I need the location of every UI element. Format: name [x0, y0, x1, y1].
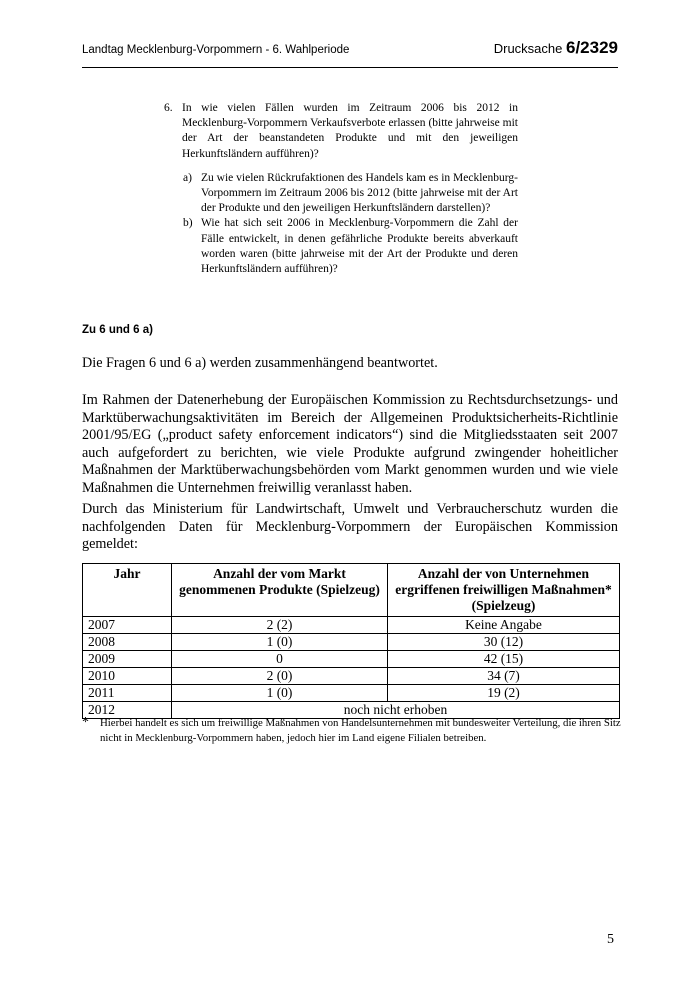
page-number: 5: [607, 932, 614, 947]
table-row: [83, 617, 620, 634]
cell-year: 2009: [83, 651, 172, 668]
table-row: [83, 685, 620, 702]
footnote-marker: *: [82, 715, 89, 730]
cell-year: 2011: [83, 685, 172, 702]
question-number: 6.: [164, 102, 173, 114]
header-removed-products: Anzahl der vom Markt genommenen Produkte (Spielzeug): [172, 564, 388, 617]
document-header-title: Landtag Mecklenburg-Vorpommern - 6. Wahlperiode: [82, 44, 350, 56]
answer-heading: Zu 6 und 6 a): [82, 324, 153, 336]
document-print-number: [494, 38, 618, 58]
cell-voluntary: Keine Angabe: [388, 617, 620, 634]
print-label: Drucksache: [493, 41, 563, 56]
sub-question-text: Wie hat sich seit 2006 in Mecklenburg-Vorpommern die Zahl der Fälle entwickelt, in denen gefährliche Produkte bereits abverkauft worden waren (bitte jahrweise mit der Art der Produkte und deren Herkunftsländern aufführen)?: [201, 217, 518, 276]
answer-paragraph-2: Im Rahmen der Datenerhebung der Europäischen Kommission zu Rechtsdurchsetzungs- und Marktüberwachungsaktivitäten im Bereich der Allgemeinen Produktsicherheits-Richtlinie 2001/95/EG („product safety enforcement indicators“) sind die Mitgliedsstaaten seit 2007 auch aufgefordert zu berichten, wie viele Produkte aufgrund zwingender hoheitlicher Maßnahmen der Marktüberwachungsbehörden vom Markt genommen wurden und wie viele Maßnahmen die Unternehmen freiwillig veranlasst haben.: [82, 392, 618, 496]
cell-removed: 0: [172, 651, 388, 668]
cell-removed: 1 (0): [172, 634, 388, 651]
sub-question-b: [164, 216, 518, 277]
sub-question-label: b): [183, 217, 193, 230]
footnote-text: Hierbei handelt es sich um freiwillige Maßnahmen von Handelsunternehmen mit bundesweiter Verteilung, die ihren Sitz nicht in Mecklenburg-Vorpommern haben, jedoch hier im Land eigene Filialen betreiben.: [100, 717, 621, 744]
cell-removed: 1 (0): [172, 685, 388, 702]
cell-year: 2008: [83, 634, 172, 651]
table-row: [83, 668, 620, 685]
cell-year: 2007: [83, 617, 172, 634]
cell-voluntary: 42 (15): [388, 651, 620, 668]
sub-question-text: Zu wie vielen Rückrufaktionen des Handels kam es in Mecklenburg-Vorpommern im Zeitraum 2006 bis 2012 (bitte jahrweise mit der Art der Produkte und den jeweiligen Herkunftsländern darstellen)?: [201, 171, 518, 215]
sub-question-a: [164, 171, 518, 217]
cell-voluntary: 30 (12): [388, 634, 620, 651]
question-text: In wie vielen Fällen wurden im Zeitraum 2006 bis 2012 in Mecklenburg-Vorpommern Verkaufsverbote erlassen (bitte jahrweise mit der Art der beanstandeten Produkte und mit den jeweiligen Herkunftsländern aufführen)?: [182, 102, 518, 160]
data-table: [82, 563, 620, 719]
header-year: Jahr: [83, 564, 172, 617]
table-row: [83, 651, 620, 668]
cell-year: 2010: [83, 668, 172, 685]
table-header-row: [83, 564, 620, 617]
cell-voluntary: 34 (7): [388, 668, 620, 685]
cell-removed: 2 (2): [172, 617, 388, 634]
header-voluntary-measures: Anzahl der von Unternehmen ergriffenen freiwilligen Maßnahmen* (Spielzeug): [388, 564, 620, 617]
cell-year: 2012: [83, 702, 172, 719]
sub-questions: [164, 171, 518, 277]
print-number: 6/2329: [566, 38, 618, 57]
question-6: [164, 101, 518, 277]
table-row: [83, 634, 620, 651]
table-footnote: [82, 716, 622, 745]
header-divider: [82, 67, 618, 68]
cell-voluntary: 19 (2): [388, 685, 620, 702]
sub-question-label: a): [183, 171, 192, 184]
answer-paragraph-3: Durch das Ministerium für Landwirtschaft, Umwelt und Verbraucherschutz wurden die nachfolgenden Daten für Mecklenburg-Vorpommern der Europäischen Kommission gemeldet:: [82, 501, 618, 553]
cell-merged-note: noch nicht erhoben: [172, 702, 620, 719]
answer-paragraph-1: Die Fragen 6 und 6 a) werden zusammenhängend beantwortet.: [82, 355, 438, 371]
cell-removed: 2 (0): [172, 668, 388, 685]
